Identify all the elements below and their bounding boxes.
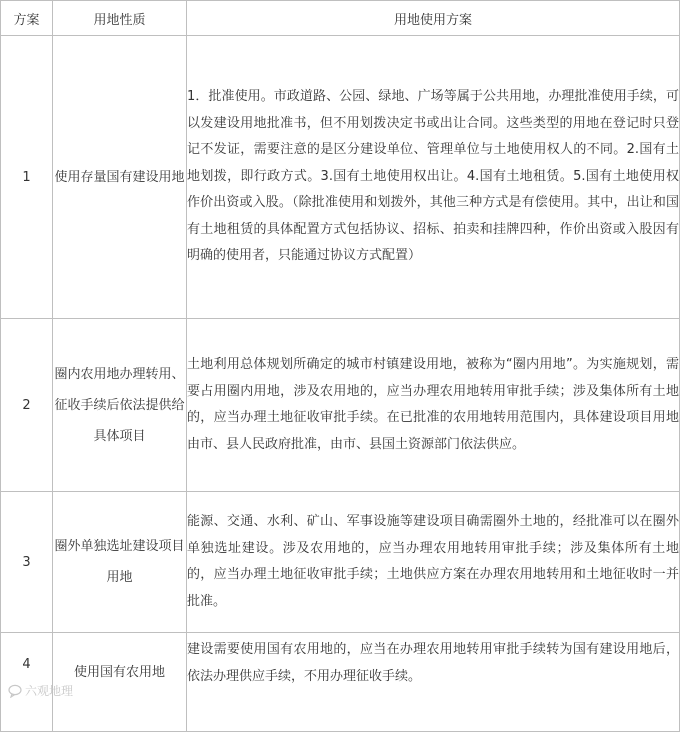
table-header-row (1, 1, 680, 36)
land-nature: 圈外单独选址建设项目用地 (53, 492, 187, 633)
watermark-text: 六观地理 (25, 684, 74, 698)
table-row (1, 492, 680, 633)
plan-number: 4 (1, 633, 53, 732)
table-row (1, 36, 680, 319)
header-land-nature: 用地性质 (53, 1, 187, 36)
land-nature: 使用存量国有建设用地 (53, 36, 187, 319)
watermark (8, 682, 73, 699)
header-land-use-plan: 用地使用方案 (187, 1, 680, 36)
chat-bubble-icon (8, 684, 22, 698)
plan-number: 3 (1, 492, 53, 633)
land-use-plan: 1．批准使用。市政道路、公园、绿地、广场等属于公共用地，办理批准使用手续，可以发建设用地批准书，但不用划拨决定书或出让合同。这些类型的用地在登记时只登记不发证，需要注意的是区分建设单位、管理单位与土地使用权人的不同。2.国有土地划拨，即行政方式。3.国有土地使用权出让。4.国有土地租赁。5.国有土地使用权作价出资或入股。（除批准使用和划拨外，其他三种方式是有偿使用。其中，出让和国有土地租赁的具体配置方式包括协议、招标、拍卖和挂牌四种，作价出资或入股因有明确的使用者，只能通过协议方式配置） (187, 36, 680, 319)
land-use-plan: 建设需要使用国有农用地的，应当在办理农用地转用审批手续转为国有建设用地后，依法办理供应手续，不用办理征收手续。 (187, 633, 680, 732)
plan-number: 2 (1, 319, 53, 492)
land-nature: 圈内农用地办理转用、征收手续后依法提供给具体项目 (53, 319, 187, 492)
plan-number: 1 (1, 36, 53, 319)
land-use-plan: 能源、交通、水利、矿山、军事设施等建设项目确需圈外土地的，经批准可以在圈外单独选址建设。涉及农用地的，应当办理农用地转用审批手续；涉及集体所有土地的，应当办理土地征收审批手续；土地供应方案在办理农用地转用和土地征收时一并批准。 (187, 492, 680, 633)
land-nature: 使用国有农用地 (53, 633, 187, 732)
table-row (1, 633, 680, 732)
land-use-plan: 土地利用总体规划所确定的城市村镇建设用地，被称为“圈内用地”。为实施规划，需要占用圈内用地，涉及农用地的，应当办理农用地转用审批手续；涉及集体所有土地的，应当办理土地征收审批手续。在已批准的农用地转用范围内，具体建设项目用地由市、县人民政府批准，由市、县国土资源部门依法供应。 (187, 319, 680, 492)
table-row (1, 319, 680, 492)
header-plan-no: 方案 (1, 1, 53, 36)
